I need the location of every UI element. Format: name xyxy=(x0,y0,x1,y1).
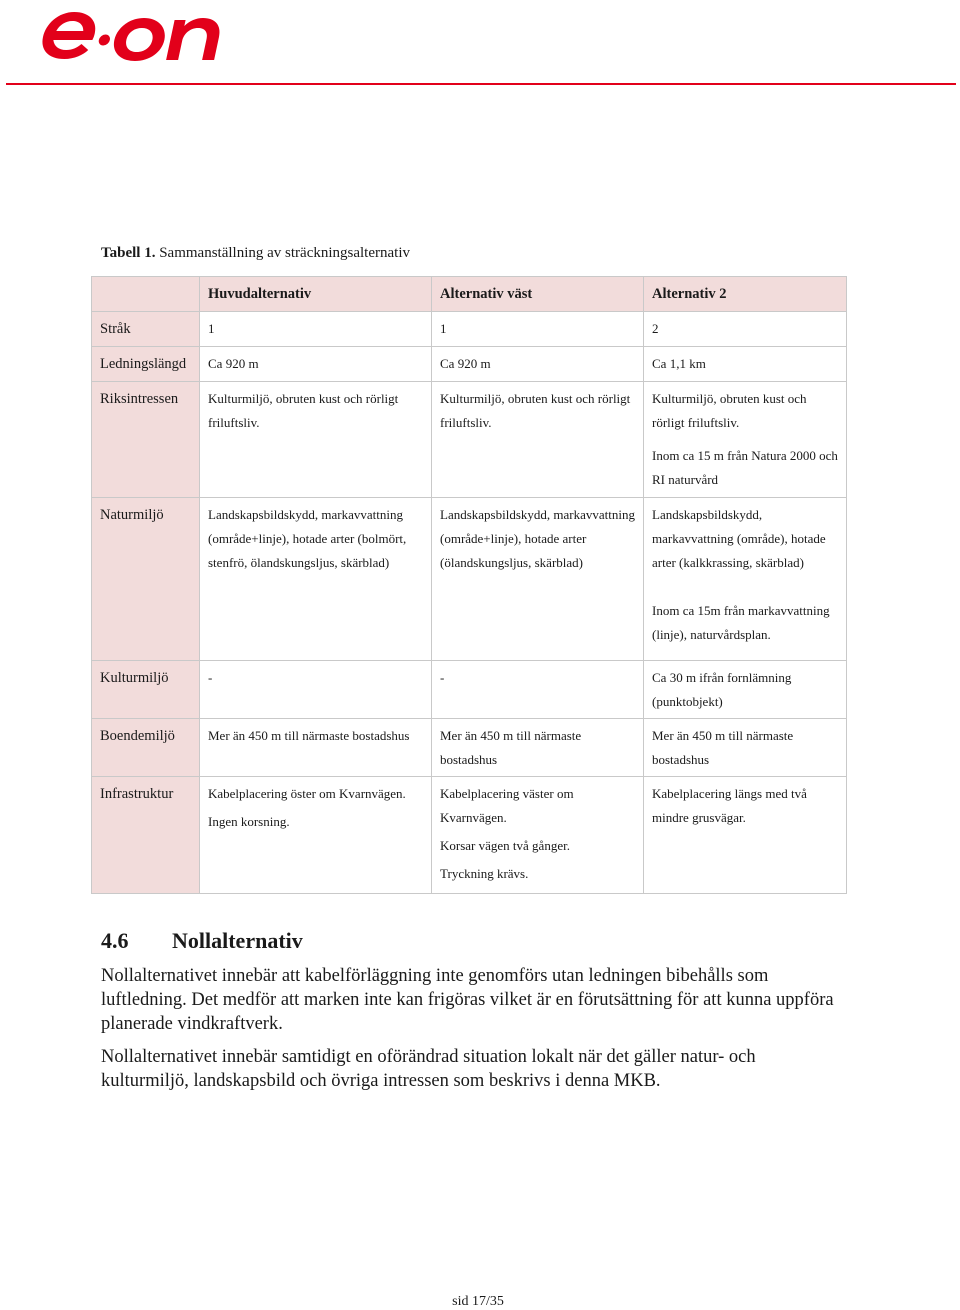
table-cell xyxy=(644,382,847,498)
table-row xyxy=(92,498,847,661)
table-cell xyxy=(432,777,644,894)
cell-paragraph: Kabelplacering längs med två mindre grusvägar. xyxy=(652,786,807,825)
cell-paragraph: Tryckning krävs. xyxy=(440,866,529,881)
eon-logo xyxy=(34,4,230,66)
table-cell: Mer än 450 m till närmaste bostadshus xyxy=(432,719,644,777)
cell-paragraph: Landskapsbildskydd, markavvattning (område+linje), hotade arter (ölandskungsljus, skärblad) xyxy=(440,507,635,570)
table-cell xyxy=(200,777,432,894)
table-row xyxy=(92,719,847,777)
table-row xyxy=(92,347,847,382)
caption-label: Tabell 1. xyxy=(101,245,156,261)
cell-paragraph: Kulturmiljö, obruten kust och rörligt friluftsliv. xyxy=(652,391,807,430)
header-huvudalternativ: Huvudalternativ xyxy=(200,277,432,312)
table-cell xyxy=(432,498,644,661)
table-cell xyxy=(200,498,432,661)
page-number: sid 17/35 xyxy=(452,1294,504,1309)
table-header-row xyxy=(92,277,847,312)
table-row xyxy=(92,661,847,719)
table-cell: - xyxy=(200,661,432,719)
cell-paragraph: Korsar vägen två gånger. xyxy=(440,838,570,853)
table-cell: 1 xyxy=(200,312,432,347)
header-alternativ-vast: Alternativ väst xyxy=(432,277,644,312)
section-number: 4.6 xyxy=(101,928,129,953)
row-label-ledningslangd: Ledningslängd xyxy=(92,347,200,382)
row-label-boendemiljo: Boendemiljö xyxy=(92,719,200,777)
table-cell: - xyxy=(432,661,644,719)
cell-paragraph: Kulturmiljö, obruten kust och rörligt friluftsliv. xyxy=(440,391,631,430)
table-cell xyxy=(644,498,847,661)
cell-paragraph: Kulturmiljö, obruten kust och rörligt friluftsliv. xyxy=(208,391,399,430)
section-heading xyxy=(101,928,303,954)
header-cell-empty xyxy=(92,277,200,312)
cell-paragraph: Landskapsbildskydd, markavvattning (område), hotade arter (kalkkrassing, skärblad) xyxy=(652,507,826,570)
cell-paragraph: Inom ca 15m från markavvattning (linje), naturvårdsplan. xyxy=(652,603,830,642)
table-cell xyxy=(432,382,644,498)
page-footer xyxy=(0,1294,960,1310)
table-caption xyxy=(101,245,410,262)
row-label-strak: Stråk xyxy=(92,312,200,347)
header-rule xyxy=(6,83,956,85)
table-cell xyxy=(644,777,847,894)
table-cell: Mer än 450 m till närmaste bostadshus xyxy=(200,719,432,777)
cell-paragraph: Kabelplacering väster om Kvarnvägen. xyxy=(440,786,574,825)
table-cell: Mer än 450 m till närmaste bostadshus xyxy=(644,719,847,777)
table-cell: Ca 1,1 km xyxy=(644,347,847,382)
cell-paragraph: Kabelplacering öster om Kvarnvägen. xyxy=(208,786,406,801)
row-label-riksintressen: Riksintressen xyxy=(92,382,200,498)
row-label-naturmiljo: Naturmiljö xyxy=(92,498,200,661)
header-alternativ-2: Alternativ 2 xyxy=(644,277,847,312)
caption-text: Sammanställning av sträckningsalternativ xyxy=(159,245,410,261)
comparison-table xyxy=(91,276,847,894)
row-label-infrastruktur: Infrastruktur xyxy=(92,777,200,894)
body-paragraph: Nollalternativet innebär att kabelförläggning inte genomförs utan ledningen bibehålls som luftledning. Det medför att marken inte kan frigöras vilket är en förutsättning för att kunna uppföra planerade vindkraftverk. xyxy=(101,966,834,1034)
cell-paragraph: Ingen korsning. xyxy=(208,814,290,829)
table-row xyxy=(92,312,847,347)
cell-paragraph: Inom ca 15 m från Natura 2000 och RI naturvård xyxy=(652,448,838,487)
table-cell xyxy=(200,382,432,498)
body-paragraph: Nollalternativet innebär samtidigt en oförändrad situation lokalt när det gäller natur- och kulturmiljö, landskapsbild och övriga intressen som beskrivs i denna MKB. xyxy=(101,1047,756,1091)
table-cell: Ca 30 m ifrån fornlämning (punktobjekt) xyxy=(644,661,847,719)
cell-paragraph: Landskapsbildskydd, markavvattning (område+linje), hotade arter (bolmört, stenfrö, ölandskungsljus, skärblad) xyxy=(208,507,407,570)
table-cell: 2 xyxy=(644,312,847,347)
table-cell: Ca 920 m xyxy=(432,347,644,382)
table-cell: 1 xyxy=(432,312,644,347)
table-row xyxy=(92,382,847,498)
row-label-kulturmiljo: Kulturmiljö xyxy=(92,661,200,719)
table-row xyxy=(92,777,847,894)
section-title: Nollalternativ xyxy=(172,928,303,953)
table-cell: Ca 920 m xyxy=(200,347,432,382)
